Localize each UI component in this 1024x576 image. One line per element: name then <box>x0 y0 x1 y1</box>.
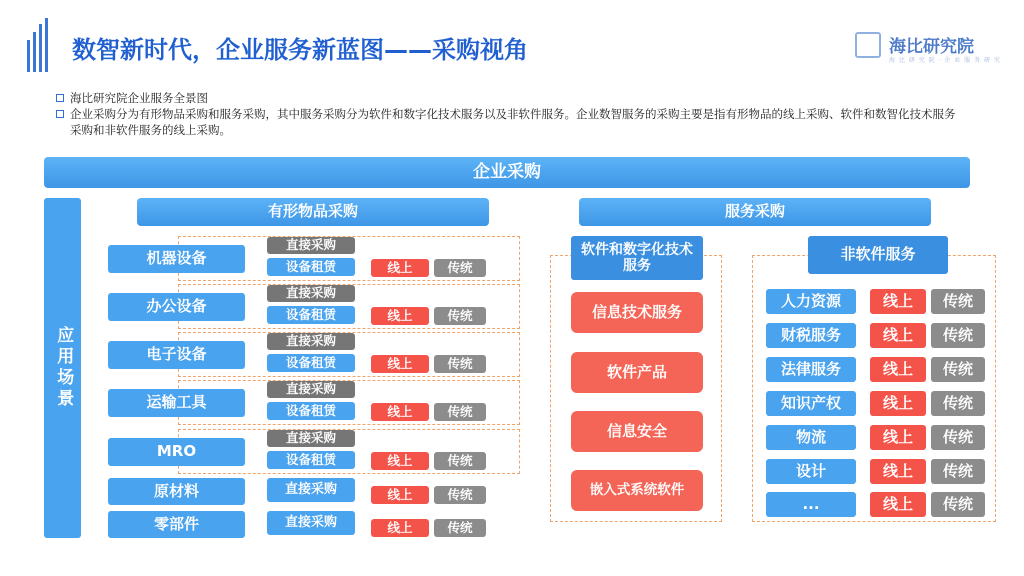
software-service-item: 信息安全 <box>571 411 703 452</box>
bullet-square-icon <box>56 94 64 102</box>
offline-tag: 传统 <box>931 357 985 382</box>
tangible-goods-header: 有形物品采购 <box>137 198 489 226</box>
non-software-item: 物流 <box>766 425 856 450</box>
online-tag: 线上 <box>371 259 429 277</box>
non-software-item: 知识产权 <box>766 391 856 416</box>
software-service-item: 软件产品 <box>571 352 703 393</box>
page-title: 数智新时代，企业服务新蓝图——采购视角 <box>72 36 528 64</box>
category-label: 电子设备 <box>108 341 245 369</box>
category-label: 原材料 <box>108 478 245 505</box>
title-decoration <box>39 24 42 72</box>
software-service-item: 嵌入式系统软件 <box>571 470 703 511</box>
service-procurement-header: 服务采购 <box>579 198 931 226</box>
offline-tag: 传统 <box>931 391 985 416</box>
online-tag: 线上 <box>870 425 926 450</box>
category-label: 机器设备 <box>108 245 245 273</box>
logo-subtext: 海 比 研 究 院 · 企 业 服 务 研 究 <box>889 57 1001 64</box>
software-service-item: 信息技术服务 <box>571 292 703 333</box>
offline-tag: 传统 <box>434 355 486 373</box>
category-label: 零部件 <box>108 511 245 538</box>
offline-tag: 传统 <box>931 323 985 348</box>
category-label: 办公设备 <box>108 293 245 321</box>
mode-equipment-leasing: 设备租赁 <box>267 451 355 469</box>
mode-direct-purchase: 直接采购 <box>267 381 355 398</box>
online-tag: 线上 <box>870 357 926 382</box>
bullet-item: 企业采购分为有形物品采购和服务采购，其中服务采购分为软件和数字化技术服务以及非软件服务。企业数智服务的采购主要是指有形物品的线上采购、软件和数智化技术服务采购和非软件服务的线上采购。 <box>56 106 956 138</box>
online-tag: 线上 <box>371 519 429 537</box>
non-software-item: ... <box>766 492 856 517</box>
online-tag: 线上 <box>371 452 429 470</box>
bullet-list <box>56 90 956 138</box>
offline-tag: 传统 <box>931 459 985 484</box>
scene-label: 应用场景 <box>44 198 81 538</box>
logo-mark-icon <box>855 32 881 58</box>
offline-tag: 传统 <box>434 486 486 504</box>
online-tag: 线上 <box>870 492 926 517</box>
non-software-item: 法律服务 <box>766 357 856 382</box>
online-tag: 线上 <box>371 486 429 504</box>
category-label: 运输工具 <box>108 389 245 417</box>
mode-direct-purchase: 直接采购 <box>267 285 355 302</box>
mode-direct-purchase: 直接采购 <box>267 237 355 254</box>
offline-tag: 传统 <box>434 259 486 277</box>
offline-tag: 传统 <box>931 492 985 517</box>
mode-equipment-leasing: 设备租赁 <box>267 258 355 276</box>
bullet-item: 海比研究院企业服务全景图 <box>56 90 956 106</box>
offline-tag: 传统 <box>434 403 486 421</box>
mode-direct-purchase: 直接采购 <box>267 430 355 447</box>
mode-direct-purchase: 直接采购 <box>267 478 355 502</box>
offline-tag: 传统 <box>931 289 985 314</box>
title-decoration <box>45 18 48 72</box>
mode-direct-purchase: 直接采购 <box>267 511 355 535</box>
offline-tag: 传统 <box>931 425 985 450</box>
online-tag: 线上 <box>870 459 926 484</box>
software-services-header: 软件和数字化技术服务 <box>571 236 703 280</box>
mode-equipment-leasing: 设备租赁 <box>267 354 355 372</box>
non-software-item: 人力资源 <box>766 289 856 314</box>
root-enterprise-procurement: 企业采购 <box>44 157 970 188</box>
logo <box>855 28 1005 68</box>
logo-text: 海比研究院 <box>889 37 974 57</box>
category-label: MRO <box>108 438 245 466</box>
online-tag: 线上 <box>371 355 429 373</box>
non-software-item: 财税服务 <box>766 323 856 348</box>
offline-tag: 传统 <box>434 519 486 537</box>
offline-tag: 传统 <box>434 307 486 325</box>
offline-tag: 传统 <box>434 452 486 470</box>
title-decoration <box>33 32 36 72</box>
bullet-square-icon <box>56 110 64 118</box>
mode-equipment-leasing: 设备租赁 <box>267 306 355 324</box>
online-tag: 线上 <box>371 403 429 421</box>
non-software-item: 设计 <box>766 459 856 484</box>
online-tag: 线上 <box>870 289 926 314</box>
online-tag: 线上 <box>371 307 429 325</box>
online-tag: 线上 <box>870 391 926 416</box>
online-tag: 线上 <box>870 323 926 348</box>
mode-equipment-leasing: 设备租赁 <box>267 402 355 420</box>
mode-direct-purchase: 直接采购 <box>267 333 355 350</box>
title-decoration <box>27 40 30 72</box>
non-software-services-header: 非软件服务 <box>808 236 948 274</box>
